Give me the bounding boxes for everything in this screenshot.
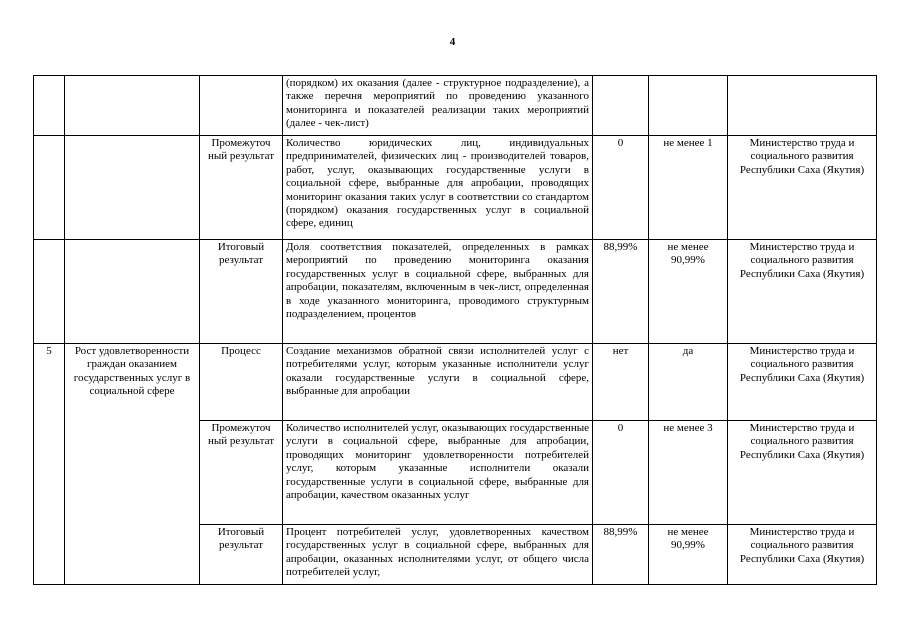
indicator-cell: Количество юридических лиц, индивидуальных предпринимателей, физических лиц - производителей товаров, работ, услуг, оказывающих государственные услуги в социальной сфере, выбранные для апробации, проводящих мониторинг оказания таких услуг в соответствии со стандартом (порядком) оказания государственных услуг в социальной сфере, единиц — [283, 136, 593, 240]
base-value-cell: 0 — [593, 421, 649, 525]
responsible-cell: Министерство труда и социального развития Республики Саха (Якутия) — [728, 344, 877, 421]
stage-cell: Промежуточ ный результат — [200, 136, 283, 240]
target-value-cell: не менее 90,99% — [649, 240, 728, 344]
responsible-cell: Министерство труда и социального развития Республики Саха (Якутия) — [728, 421, 877, 525]
table-row — [34, 136, 877, 240]
stage-cell: Итоговый результат — [200, 240, 283, 344]
stage-cell: Промежуточ ный результат — [200, 421, 283, 525]
target-value-cell: не менее 3 — [649, 421, 728, 525]
responsible-cell: Министерство труда и социального развития Республики Саха (Якутия) — [728, 240, 877, 344]
table-row — [34, 344, 877, 421]
indicator-cell: Создание механизмов обратной связи исполнителей услуг с потребителями услуг, которым указанные исполнители услуг оказали государственные услуги в социальной сфере, выбранные для апробации — [283, 344, 593, 421]
goal-cell — [65, 76, 200, 136]
table-row — [34, 240, 877, 344]
row-number-cell — [34, 240, 65, 344]
target-value-cell: да — [649, 344, 728, 421]
indicator-cell: Доля соответствия показателей, определенных в рамках мероприятий по проведению мониторинга оказания государственных услуг в социальной сфере, выбранных для апробации, показателям, включенным в чек-лист, определенная в ходе указанного мониторинга, проводимого структурным подразделением, процентов — [283, 240, 593, 344]
stage-cell: Итоговый результат — [200, 525, 283, 585]
regulation-table — [33, 75, 877, 585]
stage-cell — [200, 76, 283, 136]
goal-cell — [65, 136, 200, 240]
goal-cell: Рост удовлетворенности граждан оказанием государственных услуг в социальной сфере — [65, 344, 200, 585]
base-value-cell: 88,99% — [593, 525, 649, 585]
base-value-cell: 0 — [593, 136, 649, 240]
row-number-cell: 5 — [34, 344, 65, 585]
stage-cell: Процесс — [200, 344, 283, 421]
responsible-cell: Министерство труда и социального развития Республики Саха (Якутия) — [728, 136, 877, 240]
indicator-cell: (порядком) их оказания (далее - структурное подразделение), а также перечня мероприятий по проведению указанного мониторинга и показателей реализации таких мероприятий (далее - чек-лист) — [283, 76, 593, 136]
indicator-cell: Количество исполнителей услуг, оказывающих государственные услуги в социальной сфере, выбранные для апробации, проводящих мониторинг удовлетворенности потребителей услуг, которым указанные исполнители оказали государственные услуги в социальной сфере, выбранные для апробации, качеством оказанных услуг — [283, 421, 593, 525]
base-value-cell: 88,99% — [593, 240, 649, 344]
goal-cell — [65, 240, 200, 344]
row-number-cell — [34, 136, 65, 240]
table-row — [34, 76, 877, 136]
target-value-cell — [649, 76, 728, 136]
base-value-cell — [593, 76, 649, 136]
target-value-cell: не менее 90,99% — [649, 525, 728, 585]
responsible-cell — [728, 76, 877, 136]
indicator-cell: Процент потребителей услуг, удовлетворенных качеством государственных услуг в социальной сфере, выбранных для апробации, оказанных исполнителями услуг, от общего числа потребителей услуг, — [283, 525, 593, 585]
target-value-cell: не менее 1 — [649, 136, 728, 240]
row-number-cell — [34, 76, 65, 136]
page-number: 4 — [449, 36, 456, 48]
responsible-cell: Министерство труда и социального развития Республики Саха (Якутия) — [728, 525, 877, 585]
base-value-cell: нет — [593, 344, 649, 421]
